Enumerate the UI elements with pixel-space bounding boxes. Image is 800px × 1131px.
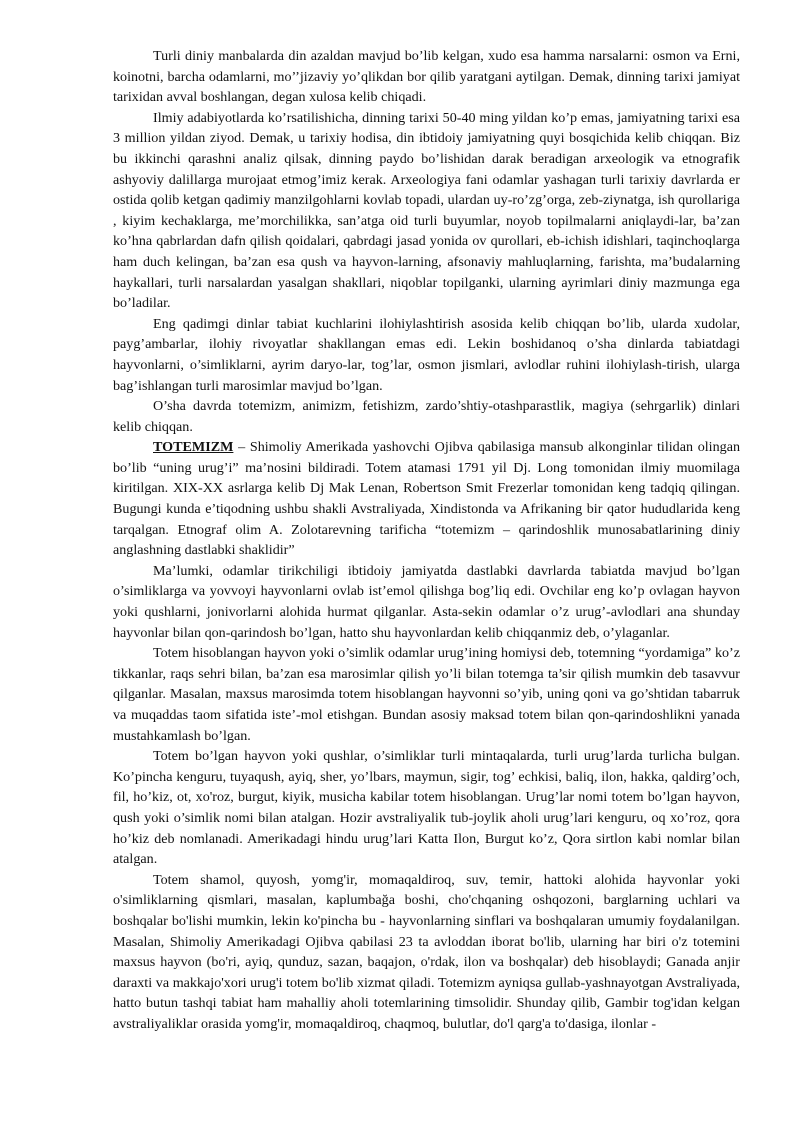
- term-totemizm: TOTEMIZM: [153, 439, 234, 456]
- paragraph-1: Turli diniy manbalarda din azaldan mavjud bo’lib kelgan, xudo esa hamma narsalarni: osmon va Erni, koinotni, barcha odamlarni, mo’’jizaviy yo’qlikdan bor qilib yaratgani aytilgan. Demak, dinning tarixi jamiyat tarixidan avval boshlangan, degan xulosa kelib chiqadi.: [113, 48, 740, 106]
- paragraph-7: Totem hisoblangan hayvon yoki o’simlik odamlar urug’ining homiysi deb, totemning “yordamiga” ko’z tikkanlar, raqs sehri bilan, ba’zan esa marosimlar qilish yo’li bilan totemga ta’sir qilish mumkin deb tasavvur qilganlar. Masalan, maxsus marosimda totem hisoblangan hayvonni so’yib, uning qoni va go’shtidan tabarruk va muqaddas taom sifatida iste’-mol etishgan. Bundan asosiy maksad totem bilan qon-qarindoshlikni yanada mustahkamlash bo’lgan.: [113, 645, 740, 744]
- document-page: [113, 46, 740, 1035]
- paragraph-3: Eng qadimgi dinlar tabiat kuchlarini ilohiylashtirish asosida kelib chiqqan bo’lib, ularda xudolar, payg’ambarlar, ilohiy rivoyatlar shakllangan emas edi. Lekin boshidanoq o’sha dinlarda tabiatdagi hayvonlarni, o’simliklarni, ayrim daryo-lar, tog’lar, osmon jismlari, avlodlar ruhini ilohiylash-tirish, ularga bag’ishlangan turli marosimlar mavjud bo’lgan.: [113, 315, 740, 394]
- paragraph-4: O’sha davrda totemizm, animizm, fetishizm, zardo’shtiy-otashparastlik, magiya (sehrgarlik) dinlari kelib chiqqan.: [113, 398, 740, 435]
- paragraph-2: Ilmiy adabiyotlarda ko’rsatilishicha, dinning tarixi 50-40 ming yildan ko’p emas, jamiyatning tarixi esa 3 million yildan ziyod. Demak, u tarixiy hodisa, din ibtidoiy jamiyatning quyi bosqichida kelib chiqqan. Biz bu ikkinchi qarashni analiz qilsak, dinning paydo bo’lishidan darak beradigan arxeologik va etnografik ashyoviy dalillarga murojaat etmog’imiz kerak. Arxeologiya fani odamlar yashagan turli tarixiy davrlarda er ostida qolib ketgan qadimiy manzilgohlarni kovlab topadi, ulardan uy-ro’zg’orga, zeb-ziynatga, ish qurollariga , kiyim kechaklarga, me’morchilikka, san’atga oid turli buyumlar, noyob topilmalarni aniqlaydi-lar, ba’zan ko’hna qabrlardan dafn qilish qoidalari, qabrdagi jasad yonida ov qurollari, eb-ichish idishlari, taqinchoqlarga ham duch kelingan, ba’zan esa qush va hayvon-larning, afsonaviy mahluqlarning, farishta, ma’budalarning haykallari, turli narsalardan yasalgan shakllari, niqoblar topilganki, ularning ayrimlari diniy mazmunga ega bo’ladilar.: [113, 109, 740, 312]
- paragraph-9: Totem shamol, quyosh, yomg'ir, momaqaldiroq, suv, temir, hattoki alohida hayvonlar yoki o'simliklarning qismlari, masalan, kaplumbağa boshi, cho'chqaning oshqozoni, barglarning uchlari va boshqalar bo'lishi mumkin, lekin ko'pincha bu - hayvonlarning sinflari va boshqalaran umumiy foydalanilgan. Masalan, Shimoliy Amerikadagi Ojibva qabilasi 23 ta avloddan iborat bo'lib, ularning har biri o'z totemini maxsus hayvon (bo'ri, ayiq, qunduz, sazan, baqajon, o'rdak, ilon va boshqalar) deb hisoblaydi; Ganada anjir daraxti va makkajo'xori urug'i totem bo'lib xizmat qiladi. Totemizm ayniqsa gullab-yashnayotgan Avstraliyada, hatto butun tashqi tabiat ham mahalliy aholi totemlarining timsolidir. Shunday qilib, Gambir tog'idan kelgan avstraliyaliklar orasida yomg'ir, momaqaldiroq, chaqmoq, bulutlar, do'l qarg'a to'dasiga, ilonlar -: [113, 871, 740, 1032]
- paragraph-totemizm: [113, 437, 740, 561]
- totemizm-definition: – Shimoliy Amerikada yashovchi Ojibva qabilasiga mansub alkonginlar tilidan olingan bo’lib “uning urug’i” ma’nosini bildiradi. Totem atamasi 1791 yil Dj. Long tomonidan ilmiy muomilaga kiritilgan. XIX-XX asrlarga kelib Dj Mak Lenan, Robertson Smit Frezerlar tomonidan keng tadqiq qilingan. Bugungi kunda e’tiqodning ushbu shakli Avstraliyada, Xindistonda va Afrikaning bir qator hududlarida keng tarqalgan. Etnograf olim A. Zolotarevning tarificha “totemizm – qarindoshlik munosabatlarining diniy anglashning dastlabki shaklidir”: [113, 439, 740, 559]
- paragraph-8: Totem bo’lgan hayvon yoki qushlar, o’simliklar turli mintaqalarda, turli urug’larda turlicha bulgan. Ko’pincha kenguru, tuyaqush, ayiq, sher, yo’lbars, maymun, sigir, tog’ echkisi, baliq, ilon, hakka, qaldirg’och, fil, ho’kiz, ot, xo'roz, burgut, kiyik, musicha kabilar totem hisoblangan. Urug’lar nomi totem bo’lgan hayvon, qush yoki o’simlik nomi bilan atalgan. Hozir avstraliyalik tub-joylik aholi urug’lari kenguru, oq xo’roz, qora ho’kiz deb nomlanadi. Amerikadagi hindu urug’lari Katta Ilon, Burgut ko’z, Qora sirtlon kabi nomlar bilan atalgan.: [113, 748, 740, 868]
- paragraph-6: Ma’lumki, odamlar tirikchiligi ibtidoiy jamiyatda dastlabki davrlarda tabiatda mavjud bo’lgan o’simliklarga va yovvoyi hayvonlarni ovlab ist’emol qilishga bog’liq edi. Ovchilar eng ko’p ovlagan hayvon yoki qushlarni, jonivorlarni alohida hurmat qilganlar. Asta-sekin odamlar o’z urug’-avlodlari ana shunday hayvonlar bilan qon-qarindosh bo’lgan, hatto shu hayvonlardan kelib chiqqanmiz deb, o’ylaganlar.: [113, 562, 740, 641]
